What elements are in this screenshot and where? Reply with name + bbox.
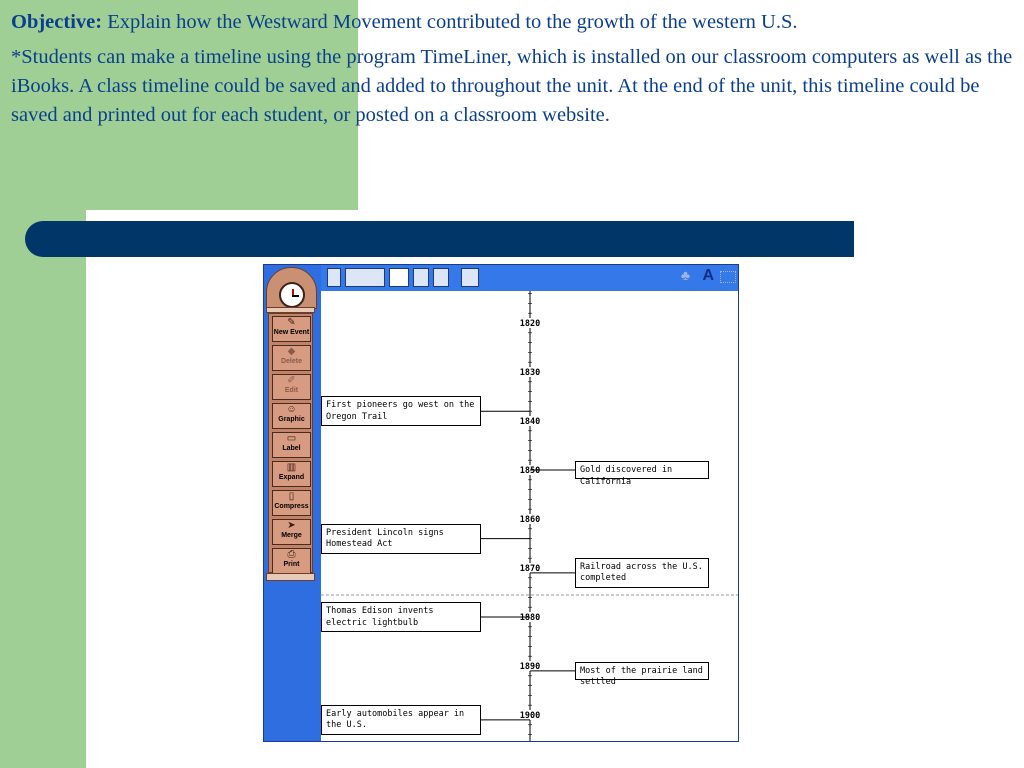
sidebar-button-label: New Event [273, 329, 310, 336]
event-box[interactable]: Early automobiles appear in the U.S. [321, 705, 481, 735]
new-event-button[interactable] [272, 316, 311, 342]
expand-icon: ▥ [286, 462, 297, 473]
font-icon[interactable]: A [702, 267, 714, 284]
graphic-button[interactable] [272, 403, 311, 429]
year-label: 1840 [519, 417, 541, 427]
view-toolbar [321, 265, 738, 292]
year-label: 1880 [519, 613, 541, 623]
year-label: 1830 [519, 368, 541, 378]
vertical-view-icon[interactable] [413, 268, 429, 287]
expand-button[interactable] [272, 461, 311, 487]
clock-icon [279, 282, 305, 308]
event-box[interactable]: Thomas Edison invents electric lightbulb [321, 602, 481, 632]
event-box[interactable]: Gold discovered in California [575, 461, 709, 479]
banner-view-icon[interactable] [345, 268, 385, 287]
year-label: 1870 [519, 564, 541, 574]
label-button[interactable] [272, 432, 311, 458]
sidebar-button-label: Merge [281, 532, 302, 539]
delete-button[interactable] [272, 345, 311, 371]
year-label: 1820 [519, 319, 541, 329]
timeliner-window [263, 264, 739, 742]
timeline-view-icon[interactable] [389, 268, 409, 287]
event-box[interactable]: Railroad across the U.S. completed [575, 558, 709, 588]
objective-text: Explain how the Westward Movement contributed to the growth of the western U.S. [102, 11, 798, 33]
tool-column [268, 313, 313, 573]
timeline-canvas[interactable] [321, 291, 738, 741]
tool-sidebar [264, 265, 321, 741]
print-button[interactable] [272, 548, 311, 574]
navy-divider-bar [25, 221, 854, 257]
objective-paragraph [11, 8, 1016, 37]
compress-icon: ▯ [288, 491, 295, 502]
merge-icon: ➤ [287, 520, 296, 531]
list-view-icon[interactable] [327, 268, 341, 287]
body-paragraph: *Students can make a timeline using the program TimeLiner, which is installed on our classroom computers as well as the iBooks. A class timeline could be saved and added to throughout the unit. At the end of the unit, this timeline could be saved and printed out for each student, or posted on a classroom website. [11, 46, 1013, 126]
objective-label: Objective: [11, 11, 103, 33]
sidebar-button-label: Compress [274, 503, 309, 510]
slideshow-icon[interactable] [461, 268, 479, 287]
pencil-icon: ✎ [287, 317, 296, 328]
graphic-icon: ☺ [286, 404, 297, 415]
clock-arch [266, 267, 317, 309]
edit-button[interactable] [272, 374, 311, 400]
column-base [266, 573, 315, 581]
year-label: 1900 [519, 711, 541, 721]
event-box[interactable]: President Lincoln signs Homestead Act [321, 524, 481, 554]
sidebar-button-label: Edit [284, 387, 299, 394]
edit-pencil-icon: ✐ [287, 375, 296, 386]
slide-text [11, 8, 1016, 130]
event-box[interactable]: Most of the prairie land settled [575, 662, 709, 680]
year-label: 1890 [519, 662, 541, 672]
network-icon[interactable]: ♣ [680, 269, 690, 284]
year-label: 1850 [519, 466, 541, 476]
eraser-icon: ◆ [287, 346, 296, 357]
sidebar-button-label: Expand [278, 474, 305, 481]
sidebar-button-label: Label [282, 445, 301, 452]
page-view-icon[interactable] [433, 268, 449, 287]
sidebar-button-label: Delete [280, 358, 302, 365]
merge-button[interactable] [272, 519, 311, 545]
event-box[interactable]: First pioneers go west on the Oregon Trail [321, 396, 481, 426]
sidebar-button-label: Graphic [278, 416, 305, 423]
year-label: 1860 [519, 515, 541, 525]
label-icon: ▭ [286, 433, 297, 444]
compress-button[interactable] [272, 490, 311, 516]
printer-icon: ⎙ [287, 549, 296, 560]
sidebar-button-label: Print [283, 561, 300, 568]
corner-icon[interactable] [720, 271, 736, 283]
